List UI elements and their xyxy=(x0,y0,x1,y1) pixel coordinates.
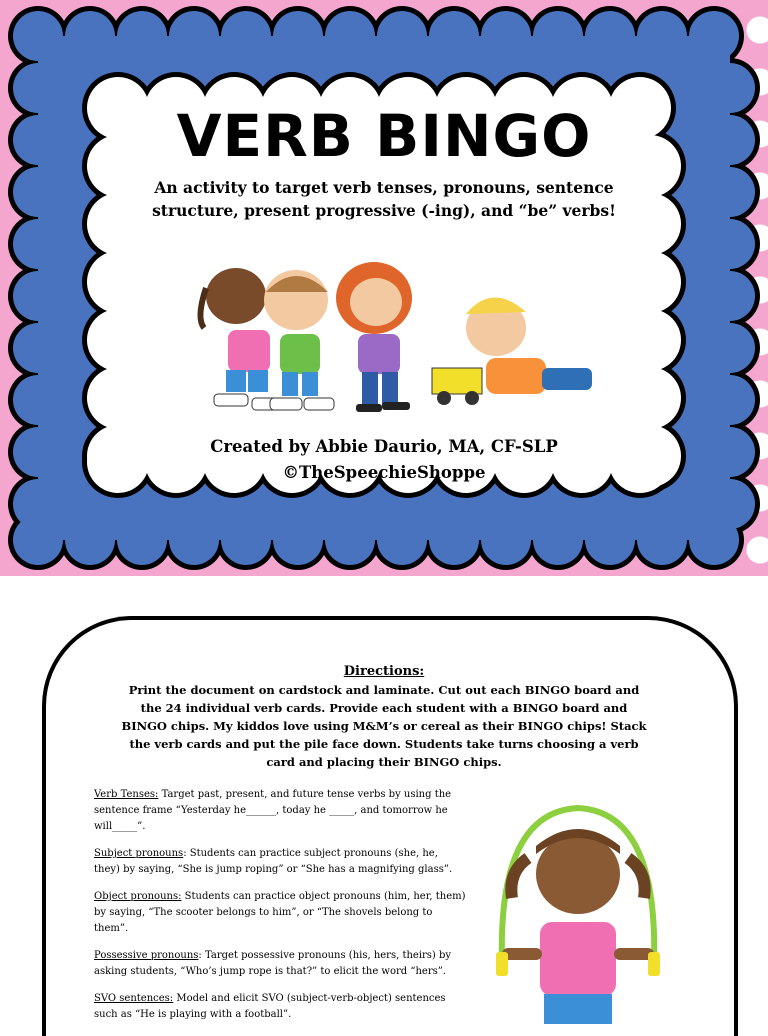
cover-credit xyxy=(0,434,768,486)
shop-line: ©TheSpeechieShoppe xyxy=(282,463,486,482)
kid-boy-green-shirt xyxy=(264,270,334,410)
kids-illustration xyxy=(186,258,596,428)
cover-subtitle: An activity to target verb tenses, pronouns, sentence structure, present progressive (-ing), and “be” verbs! xyxy=(152,178,616,220)
directions-body: Print the document on cardstock and laminate. Cut out each BINGO board and the 24 individual verb cards. Provide each student with a BINGO board and BINGO chips. My kiddos love using M&M’s or cereal as their BINGO chips! Stack the verb cards and put the pile face down. Students take turns choosing a verb card and placing their BINGO chips. xyxy=(121,683,647,769)
author-line: Created by Abbie Daurio, MA, CF-SLP xyxy=(210,437,558,456)
list-item: Object pronouns: Students can practice object pronouns (him, her, them) by saying, “The scooter belongs to him”, or “The shovels belong to them”. xyxy=(94,891,466,934)
list-item: Possessive pronouns: Target possessive pronouns (his, hers, theirs) by asking students, “Who’s jump rope is that?” to elicit the word “hers”. xyxy=(94,950,452,977)
kid-girl-red-hair xyxy=(336,262,412,412)
list-item: SVO sentences: Model and elicit SVO (subject-verb-object) sentences such as “He is playing with a football”. xyxy=(94,993,446,1020)
kid-boy-with-truck xyxy=(432,297,592,405)
girl-jump-rope-illustration xyxy=(488,802,668,1024)
list-item: Subject pronouns: Students can practice subject pronouns (she, he, they) by saying, “She is jump roping” or “She has a magnifying glass”. xyxy=(94,848,453,875)
cover-title: VERB BINGO xyxy=(176,102,592,170)
activity-list xyxy=(94,787,466,1034)
list-item: Verb Tenses: Target past, present, and future tense verbs by using the sentence frame “Yesterday he______, today he _____, and tomorrow he will_____”. xyxy=(94,789,452,832)
directions-heading: Directions: xyxy=(343,664,425,679)
